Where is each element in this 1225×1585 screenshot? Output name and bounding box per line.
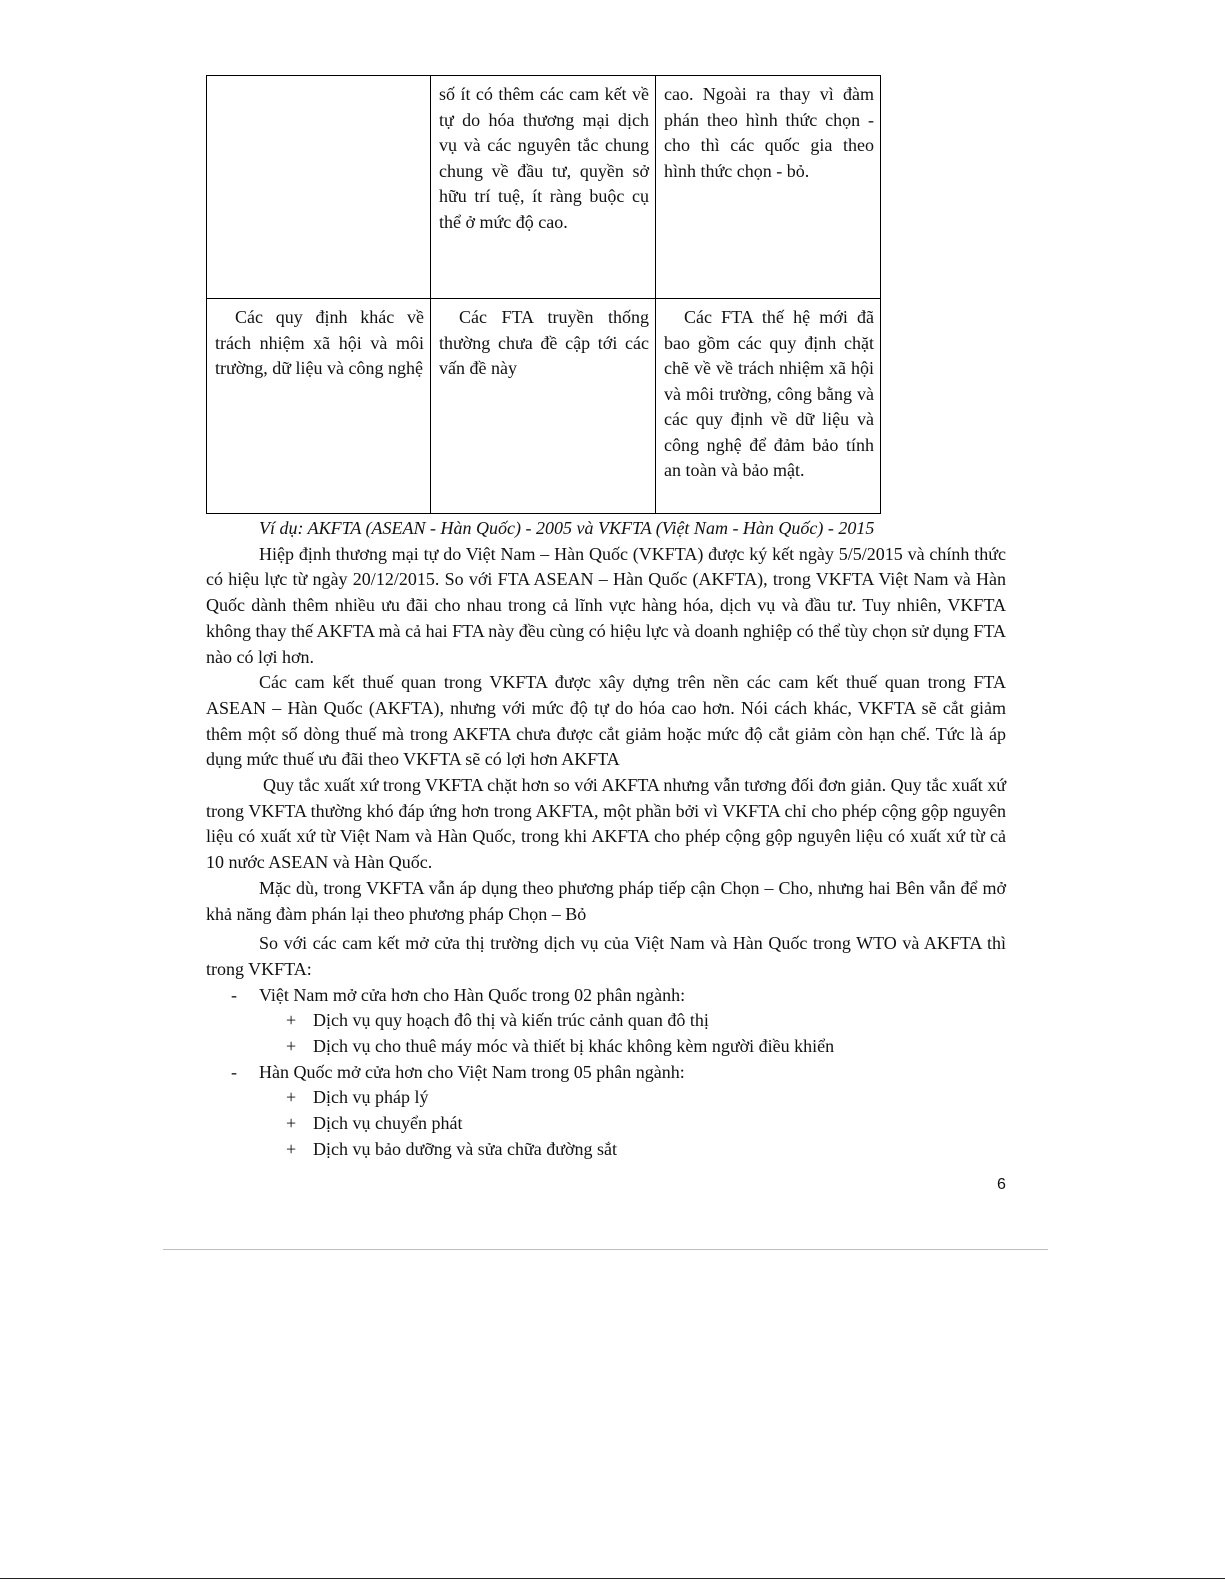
service-commitments-list (206, 983, 1006, 1009)
list-item (206, 983, 1006, 1009)
list-item-text: Việt Nam mở cửa hơn cho Hàn Quốc trong 02 phân ngành: (259, 984, 686, 1005)
table-cell-new-generation-fta: cao. Ngoài ra thay vì đàm phán theo hình thức chọn - cho thì các quốc gia theo hình thức chọn - bỏ. (656, 76, 881, 299)
sub-list-item (206, 1085, 1006, 1111)
plus-marker: + (286, 1010, 297, 1031)
table-cell-criterion: Các quy định khác về trách nhiệm xã hội và môi trường, dữ liệu và công nghệ (207, 299, 431, 514)
sub-list-item-text: Dịch vụ quy hoạch đô thị và kiến trúc cảnh quan đô thị (313, 1010, 709, 1031)
page-number: 6 (997, 1176, 1006, 1193)
sub-list-item (206, 1034, 1006, 1060)
sub-list-item (206, 1111, 1006, 1137)
sub-list-item-text: Dịch vụ bảo dưỡng và sửa chữa đường sắt (313, 1138, 617, 1159)
body-text (206, 516, 1006, 1163)
table-cell-traditional-fta: số ít có thêm các cam kết về tự do hóa thương mại dịch vụ và các nguyên tắc chung chung về đầu tư, quyền sở hữu trí tuệ, ít ràng buộc cụ thể ở mức độ cao. (431, 76, 656, 299)
list-item (206, 1060, 1006, 1086)
sub-list-item-text: Dịch vụ chuyển phát (313, 1113, 463, 1134)
footer-divider (163, 1249, 1048, 1250)
sub-list (206, 1085, 1006, 1162)
table-row (207, 76, 881, 299)
sub-list-item (206, 1008, 1006, 1034)
sub-list-item-text: Dịch vụ pháp lý (313, 1087, 429, 1108)
table-cell-traditional-fta: Các FTA truyền thống thường chưa đề cập tới các vấn đề này (431, 299, 656, 514)
paragraph: Quy tắc xuất xứ trong VKFTA chặt hơn so với AKFTA nhưng vẫn tương đối đơn giản. Quy tắc xuất xứ trong VKFTA thường khó đáp ứng hơn trong AKFTA, một phần bởi vì VKFTA chỉ cho phép cộng gộp nguyên liệu có xuất xứ từ Việt Nam và Hàn Quốc, trong khi AKFTA cho phép cộng gộp nguyên liệu có xuất xứ từ cả 10 nước ASEAN và Hàn Quốc. (206, 775, 1006, 873)
dash-marker: - (231, 1061, 237, 1082)
paragraph: Hiệp định thương mại tự do Việt Nam – Hàn Quốc (VKFTA) được ký kết ngày 5/5/2015 và chính thức có hiệu lực từ ngày 20/12/2015. So với FTA ASEAN – Hàn Quốc (AKFTA), trong VKFTA Việt Nam và Hàn Quốc dành thêm nhiều ưu đãi cho nhau trong cả lĩnh vực hàng hóa, dịch vụ và đầu tư. Tuy nhiên, VKFTA không thay thế AKFTA mà cả hai FTA này đều cùng có hiệu lực và doanh nghiệp có thể tùy chọn sử dụng FTA nào có lợi hơn. (206, 543, 1006, 667)
list-item-text: Hàn Quốc mở cửa hơn cho Việt Nam trong 05 phân ngành: (259, 1061, 685, 1082)
dash-marker: - (231, 984, 237, 1005)
service-commitments-list (206, 1060, 1006, 1086)
table-cell-new-generation-fta: Các FTA thế hệ mới đã bao gồm các quy định chặt chẽ về về trách nhiệm xã hội và môi trường, công bằng và các quy định về dữ liệu và công nghệ để đảm bảo tính an toàn và bảo mật. (656, 299, 881, 514)
table-row (207, 299, 881, 514)
plus-marker: + (286, 1036, 297, 1057)
plus-marker: + (286, 1138, 297, 1159)
paragraph: Mặc dù, trong VKFTA vẫn áp dụng theo phương pháp tiếp cận Chọn – Cho, nhưng hai Bên vẫn để mở khả năng đàm phán lại theo phương pháp Chọn – Bỏ (206, 877, 1006, 924)
plus-marker: + (286, 1113, 297, 1134)
example-caption: Ví dụ: AKFTA (ASEAN - Hàn Quốc) - 2005 và VKFTA (Việt Nam - Hàn Quốc) - 2015 (259, 518, 875, 538)
page-bottom-edge (0, 1578, 1225, 1579)
sub-list-item (206, 1137, 1006, 1163)
sub-list (206, 1008, 1006, 1059)
sub-list-item-text: Dịch vụ cho thuê máy móc và thiết bị khác không kèm người điều khiển (313, 1036, 835, 1057)
comparison-table (206, 75, 881, 514)
table-cell-criterion (207, 76, 431, 299)
paragraph: So với các cam kết mở cửa thị trường dịch vụ của Việt Nam và Hàn Quốc trong WTO và AKFTA thì trong VKFTA: (206, 933, 1006, 979)
paragraph: Các cam kết thuế quan trong VKFTA được xây dựng trên nền các cam kết thuế quan trong FTA ASEAN – Hàn Quốc (AKFTA), nhưng với mức độ tự do hóa cao hơn. Nói cách khác, VKFTA sẽ cắt giảm thêm một số dòng thuế mà trong AKFTA chưa được cắt giảm hoặc mức độ cắt giảm còn hạn chế. Tức là áp dụng mức thuế ưu đãi theo VKFTA sẽ có lợi hơn AKFTA (206, 672, 1006, 770)
plus-marker: + (286, 1087, 297, 1108)
